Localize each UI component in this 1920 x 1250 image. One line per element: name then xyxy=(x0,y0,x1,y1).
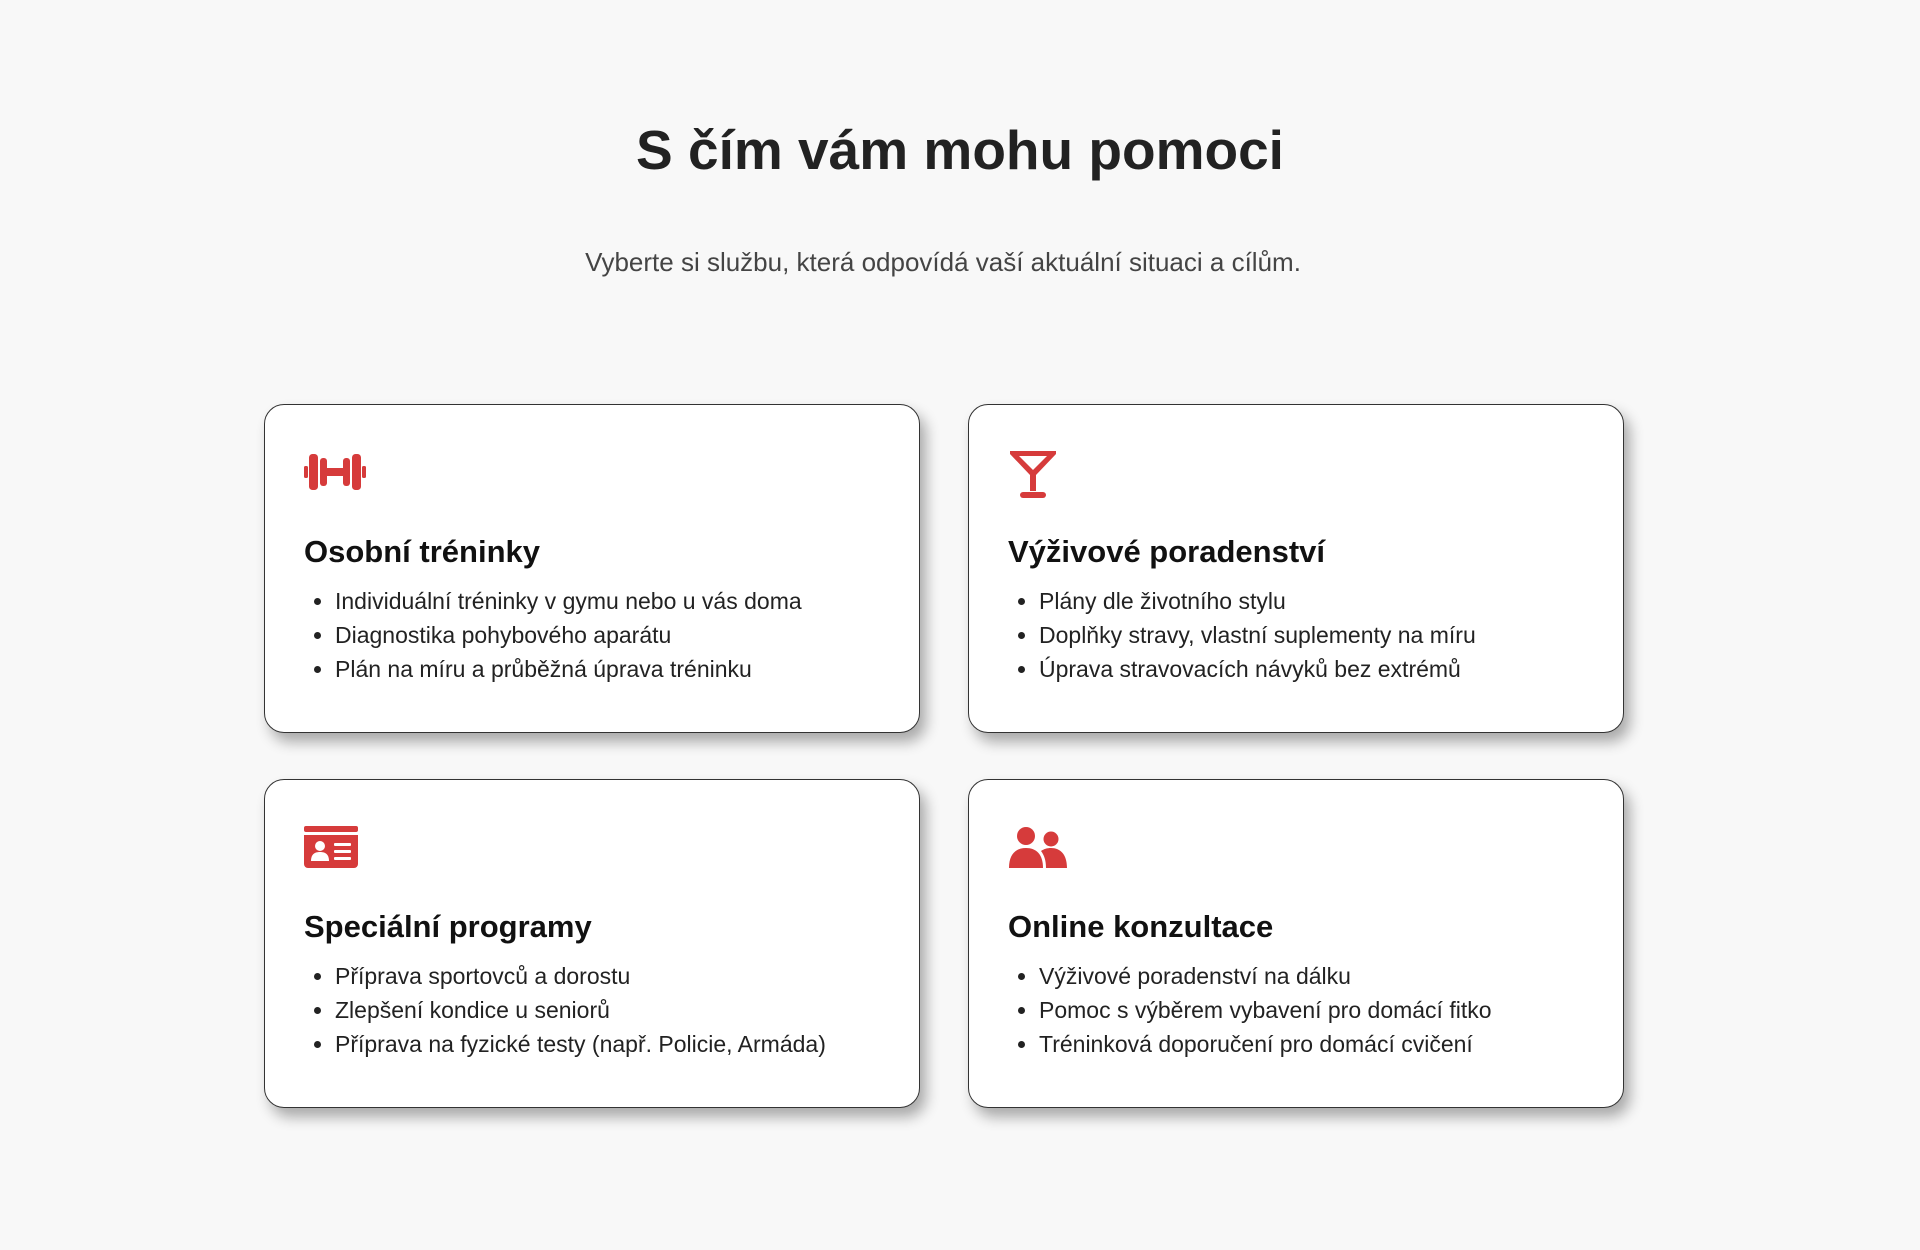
list-item: • Diagnostika pohybového aparátu xyxy=(335,618,881,652)
services-grid xyxy=(264,404,1624,1108)
list-item: • Tréninková doporučení pro domácí cvičení xyxy=(1039,1027,1585,1061)
list-item: • Plán na míru a průběžná úprava tréninku xyxy=(335,652,881,686)
card-title: Speciální programy xyxy=(304,909,592,944)
card-feature-list xyxy=(304,584,881,686)
card-title: Výživové poradenství xyxy=(1008,534,1326,569)
service-card-special-programs xyxy=(264,779,920,1108)
card-title: Online konzultace xyxy=(1008,909,1274,944)
page-subtitle: Vyberte si službu, která odpovídá vaší aktuální situaci a cílům. xyxy=(585,247,1301,277)
service-card-nutrition xyxy=(968,404,1624,733)
dumbbell-icon xyxy=(304,449,368,505)
users-icon xyxy=(1008,824,1072,880)
list-item: • Individuální tréninky v gymu nebo u vás doma xyxy=(335,584,881,618)
card-feature-list xyxy=(304,959,881,1061)
list-item: • Pomoc s výběrem vybavení pro domácí fitko xyxy=(1039,993,1585,1027)
id-card-icon xyxy=(304,824,368,880)
card-title: Osobní tréninky xyxy=(304,534,540,569)
card-feature-list xyxy=(1008,584,1585,686)
list-item: • Doplňky stravy, vlastní suplementy na míru xyxy=(1039,618,1585,652)
page-title: S čím vám mohu pomoci xyxy=(636,119,1284,181)
list-item: • Příprava na fyzické testy (např. Policie, Armáda) xyxy=(335,1027,881,1061)
list-item: • Zlepšení kondice u seniorů xyxy=(335,993,881,1027)
service-card-personal-training xyxy=(264,404,920,733)
card-feature-list xyxy=(1008,959,1585,1061)
list-item: • Příprava sportovců a dorostu xyxy=(335,959,881,993)
list-item: • Výživové poradenství na dálku xyxy=(1039,959,1585,993)
list-item: • Plány dle životního stylu xyxy=(1039,584,1585,618)
service-card-online-consultation xyxy=(968,779,1624,1108)
cocktail-glass-icon xyxy=(1008,449,1072,505)
list-item: • Úprava stravovacích návyků bez extrémů xyxy=(1039,652,1585,686)
